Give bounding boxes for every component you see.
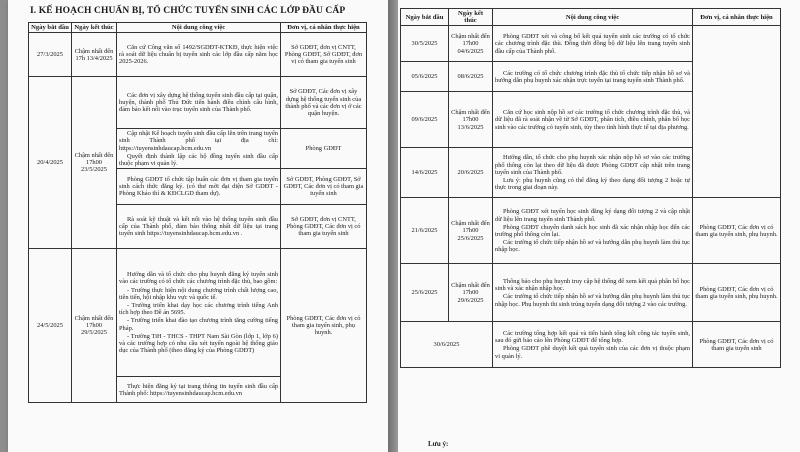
task-content: Các trường tổng hợp kết quả và tiến hành tổng kết công tác tuyển sinh, sau đó gửi báo cáo lên Phòng GDĐT để tổng hợp. Phòng GDĐT phê duyệt kết quả tuyển sinh của các đơn vị thuộc phạm vi quản lý. xyxy=(493,322,693,368)
responsible-unit: Phòng GDĐT, Các đơn vị có tham gia tuyển sinh, phụ huynh. xyxy=(693,198,781,264)
task-content: Phòng GDĐT xét tuyển học sinh đăng ký dạng đối tượng 2 và cập nhật dữ liệu lên trang tuyển sinh Thành phố. Phòng GDĐT chuyển danh sách học sinh đã xác nhận nhập học đến các trường phổ thông còn lại. Các trường tổ chức tiếp nhận hồ sơ và hướng dẫn phụ huynh làm thủ tục nhập học. xyxy=(493,198,693,264)
end-date: Chậm nhất đến 17h 13/4/2025 xyxy=(72,33,117,77)
start-date: 24/5/2025 xyxy=(29,249,72,403)
task-content: Thực hiện đăng ký tại trang thông tin tuyển sinh đầu cấp Thành phố: https://tuyensinhdaucap.hcm.edu.vn xyxy=(117,377,281,403)
task-content: Căn cứ Công văn số 1492/SGDĐT-KTKĐ, thực hiện việc rà soát dữ liệu chuẩn bị tuyển sinh các lớp đầu cấp năm học 2025-2026. xyxy=(117,33,281,77)
table-row xyxy=(401,322,781,368)
table-row xyxy=(401,26,781,62)
page-gutter xyxy=(388,0,398,452)
responsible-unit: Sở GDĐT, đơn vị CNTT, Phòng GDĐT, Sở GDĐT, đơn vị có tham gia tuyển sinh xyxy=(281,33,367,77)
table-row xyxy=(401,198,781,264)
task-content: Các trường có tổ chức chương trình đặc thù tổ chức tiếp nhận hồ sơ và hướng dẫn phụ huynh xác nhận trực tuyến tại trang tuyển sinh Thành phố. xyxy=(493,62,693,92)
start-date: 30/5/2025 xyxy=(401,26,449,62)
end-date: 08/6/2025 xyxy=(449,62,493,92)
task-content: Hướng dẫn, tổ chức cho phụ huynh xác nhận nộp hồ sơ vào các trường phổ thông còn lại theo dữ liệu đã được Phòng GDĐT cập nhật trên trang tuyển sinh của Thành phố. Lưu ý: phụ huynh cũng có thể đăng ký theo dạng đối tượng 2 hoặc tự thực trong giai đoạn này. xyxy=(493,148,693,198)
header-unit: Đơn vị, cá nhân thực hiện xyxy=(693,9,781,26)
header-content: Nội dung công việc xyxy=(117,23,281,33)
responsible-unit-empty xyxy=(693,26,781,198)
table-header-row xyxy=(29,23,367,33)
responsible-unit: Phòng GDĐT xyxy=(281,129,367,169)
header-start: Ngày bắt đầu xyxy=(29,23,72,33)
left-document-page xyxy=(8,0,388,452)
responsible-unit: Sở GDĐT, Phòng GDĐT, Sở GDĐT, Các đơn vị có tham gia tuyển sinh xyxy=(281,169,367,205)
responsible-unit: Sở GDĐT, đơn vị CNTT, Phòng GDĐT, Các đơn vị có tham gia tuyển sinh xyxy=(281,205,367,249)
start-date: 05/6/2025 xyxy=(401,62,449,92)
start-date: 20/4/2025 xyxy=(29,77,72,249)
task-content: Thông báo cho phụ huynh truy cập hệ thống để xem kết quả phân bổ học sinh và xác nhận nhập học. Các trường tổ chức tiếp nhận hồ sơ và hướng dẫn phụ huynh làm thủ tục nhập học. Phụ huynh thi sinh trúng tuyển dạng đối tượng 2 vào các trường. xyxy=(493,264,693,322)
right-schedule-table xyxy=(400,8,781,368)
left-schedule-table xyxy=(28,22,367,403)
header-unit: Đơn vị, cá nhân thực hiện xyxy=(281,23,367,33)
end-date: Chậm nhất đến 17h00 23/5/2025 xyxy=(72,77,117,249)
task-content: Phòng GDĐT tổ chức tập huấn các đơn vị tham gia tuyển sinh cách thức đăng ký. (có thư mời đại diện Sở GDĐT - Phòng Khảo thí & KĐCLGD tham dự). xyxy=(117,169,281,205)
note-label: Lưu ý: xyxy=(428,440,449,448)
responsible-unit: Phòng GDĐT, Các đơn vị có tham gia tuyển sinh, phụ huynh. xyxy=(693,264,781,322)
start-date: 30/6/2025 xyxy=(401,322,493,368)
end-date: Chậm nhất đến 17h00 29/6/2025 xyxy=(449,264,493,322)
table-row xyxy=(29,33,367,77)
responsible-unit: Phòng GDĐT, Các đơn vị có tham gia tuyển sinh xyxy=(693,322,781,368)
task-content: Phòng GDĐT xét và công bố kết quả tuyển sinh các trường có tổ chức các chương trình đặc thù. Đồng thời đồng bộ dữ liệu lên trang tuyển sinh đầu cấp của Thành phố. xyxy=(493,26,693,62)
end-date: Chậm nhất đến 17h00 29/5/2025 xyxy=(72,249,117,403)
task-content: Căn cứ học sinh nộp hồ sơ các trường tổ chức chương trình đặc thù, và dữ liệu đã rà soát nhận về từ Sở GDĐT, phân tích, điều chỉnh, phân bổ học sinh vào các trường có tuyển sinh, tùy theo tình hình thực tế tại địa phương. xyxy=(493,92,693,148)
header-end: Ngày kết thúc xyxy=(72,23,117,33)
end-date: Chậm nhất đến 17h00 04/6/2025 xyxy=(449,26,493,62)
task-content: Rà soát kỹ thuật và kết nối vào hệ thống tuyển sinh đầu cấp của Thành phố, đảm bảo thống nhất dữ liệu tại trang tuyển sinh https://tuyensinhdaucap.hcm.edu.vn . xyxy=(117,205,281,249)
header-start: Ngày bắt đầu xyxy=(401,9,449,26)
table-row xyxy=(29,77,367,129)
section-title: I. KẾ HOẠCH CHUẨN BỊ, TỔ CHỨC TUYỂN SINH CÁC LỚP ĐẦU CẤP xyxy=(30,6,346,16)
end-date: Chậm nhất đến 17h00 25/6/2025 xyxy=(449,198,493,264)
start-date: 21/6/2025 xyxy=(401,198,449,264)
responsible-unit: Sở GDĐT, Các đơn vị xây dựng hệ thống tuyển sinh của thành phố và các đơn vị ở các quận huyện. xyxy=(281,77,367,129)
end-date: Chậm nhất đến 17h00 13/6/2025 xyxy=(449,92,493,148)
responsible-unit: Phòng GDĐT, Các đơn vị có tham gia tuyển sinh, phụ huynh. xyxy=(281,249,367,403)
right-document-page xyxy=(398,0,800,452)
start-date: 25/6/2025 xyxy=(401,264,449,322)
start-date: 14/6/2025 xyxy=(401,148,449,198)
header-content: Nội dung công việc xyxy=(493,9,693,26)
start-date: 09/6/2025 xyxy=(401,92,449,148)
header-end: Ngày kết thúc xyxy=(449,9,493,26)
start-date: 27/3/2025 xyxy=(29,33,72,77)
task-content: Cập nhật Kế hoạch tuyển sinh đầu cấp lên trên trang tuyển sinh Thành phố tại địa chỉ: https://tuyensinhdaucap.hcm.edu.vn Quyết định thành lập các hộ đồng tuyển sinh đầu cấp thuộc phạm vi quản lý. xyxy=(117,129,281,169)
end-date: 20/6/2025 xyxy=(449,148,493,198)
table-row xyxy=(401,264,781,322)
task-content: Các đơn vị xây dựng hệ thống tuyển sinh đầu cấp tại quận, huyện, thành phố Thủ Đức tiến hành điều chỉnh cấu hình, đảm bảo kết nối vào trục tuyển sinh của Thành phố. xyxy=(117,77,281,129)
task-content: Hướng dẫn và tổ chức cho phụ huynh đăng ký tuyển sinh vào các trường có tổ chức các chương trình đặc thù, bao gồm: - Trường thực hiện nội dung chương trình chất lượng cao, tiên tiến, hội nhập khu vực và quốc tế. - Trường triển khai dạy học các chương trình tiếng Anh tích hợp theo Đề án 5695. - Trường triển khai đào tạo chương trình tăng cường tiếng Pháp. - Trường TiH - THCS - THPT Nam Sài Gòn (lớp 1, lớp 6) và các trường hợp có nhu cầu xét tuyển ngoài hệ thống giáo dục của Thành phố (theo đăng ký của Phòng GDĐT) xyxy=(117,249,281,377)
table-header-row xyxy=(401,9,781,26)
table-row xyxy=(29,249,367,377)
